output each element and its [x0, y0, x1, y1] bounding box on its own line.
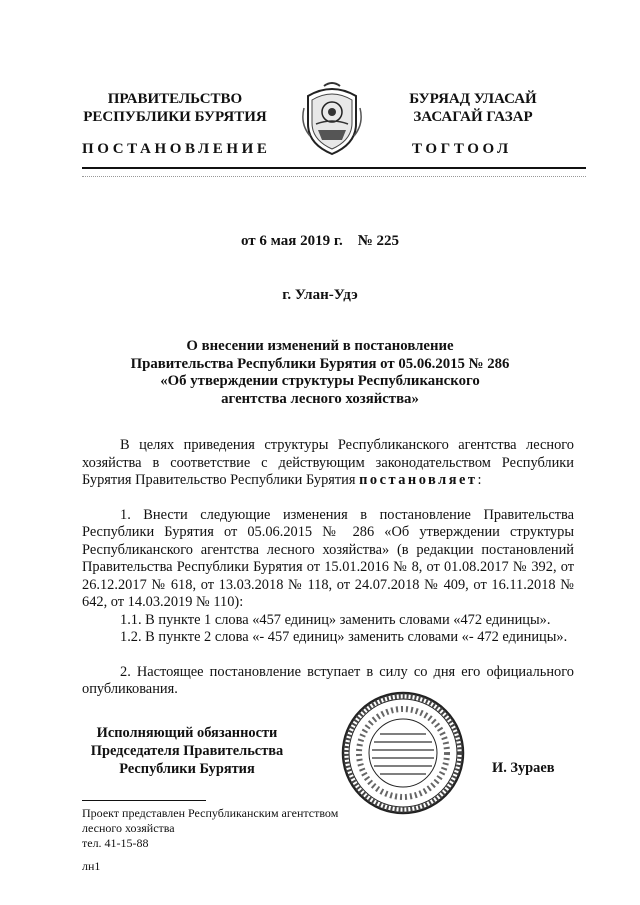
issuer-line-2: РЕСПУБЛИКИ БУРЯТИЯ [83, 109, 267, 125]
issuer-buryat-line-2: ЗАСАГАЙ ГАЗАР [413, 109, 533, 125]
issuer-name-buryat [378, 90, 568, 126]
footer-line-1: Проект представлен Республиканским агентством [82, 806, 339, 820]
title-line-4: агентства лесного хозяйства» [221, 390, 419, 407]
official-seal-stamp [340, 690, 466, 816]
signatory-line-2: Председателя Правительства [90, 743, 284, 759]
signatory-name: И. Зураев [492, 760, 555, 776]
preamble-emphasis: постановляет [359, 472, 478, 488]
signatory-title [82, 724, 292, 778]
footer-rule [82, 800, 206, 801]
issuer-buryat-line-1: БУРЯАД УЛАСАЙ [409, 91, 537, 107]
title-line-1: О внесении изменений в постановление [186, 338, 454, 354]
preamble-paragraph [82, 437, 574, 490]
issuer-name-russian [70, 90, 280, 126]
doc-type-buryat: ТОГТООЛ [412, 141, 512, 157]
footer-code: лн1 [82, 859, 101, 873]
signatory-line-1: Исполняющий обязанности [96, 725, 278, 741]
item-1-paragraph: 1. Внести следующие изменения в постановление Правительства Республики Бурятия от 05.06.2015 № 286 «Об утверждении структуры Республиканского агентства лесного хозяйства» (в редакции постановлений Правительства Республики Бурятия от 15.01.2016 № 8, от 01.08.2017 № 392, от 26.12.2017 № 618, от 13.03.2018 № 118, от 24.07.2018 № 409, от 16.11.2018 № 642, от 14.03.2019 № 110): [82, 506, 574, 610]
document-body [82, 437, 574, 699]
city: г. Улан-Удэ [282, 287, 358, 303]
doc-type-russian: ПОСТАНОВЛЕНИЕ [82, 141, 271, 157]
document-title [0, 338, 640, 408]
dotted-rule [82, 176, 586, 177]
header-rule [82, 167, 586, 169]
footer-line-2: лесного хозяйства [82, 821, 175, 835]
footer-phone: тел. 41-15-88 [82, 836, 149, 850]
title-line-2: Правительства Республики Бурятия от 05.06.2015 № 286 [130, 355, 510, 372]
coat-of-arms-emblem [298, 78, 366, 158]
issuer-line-1: ПРАВИТЕЛЬСТВО [107, 91, 243, 107]
item-2-paragraph: 2. Настоящее постановление вступает в силу со дня его официального опубликования. [82, 663, 574, 697]
preamble-text: В целях приведения структуры Республиканского агентства лесного хозяйства в соответствие с действующим законодательством Республики Бурятия Правительство Республики Бурятия [82, 437, 574, 488]
signatory-line-3: Республики Бурятия [119, 761, 255, 777]
footer-note [82, 806, 338, 874]
item-1-2-paragraph: 1.2. В пункте 2 слова «- 457 единиц» заменить словами «- 472 единицы». [120, 629, 568, 645]
date-and-number: от 6 мая 2019 г. № 225 [240, 233, 400, 249]
title-line-3: «Об утверждении структуры Республиканского [160, 373, 480, 389]
preamble-tail: : [477, 472, 482, 488]
item-1-1-paragraph: 1.1. В пункте 1 слова «457 единиц» заменить словами «472 единицы». [120, 611, 551, 628]
